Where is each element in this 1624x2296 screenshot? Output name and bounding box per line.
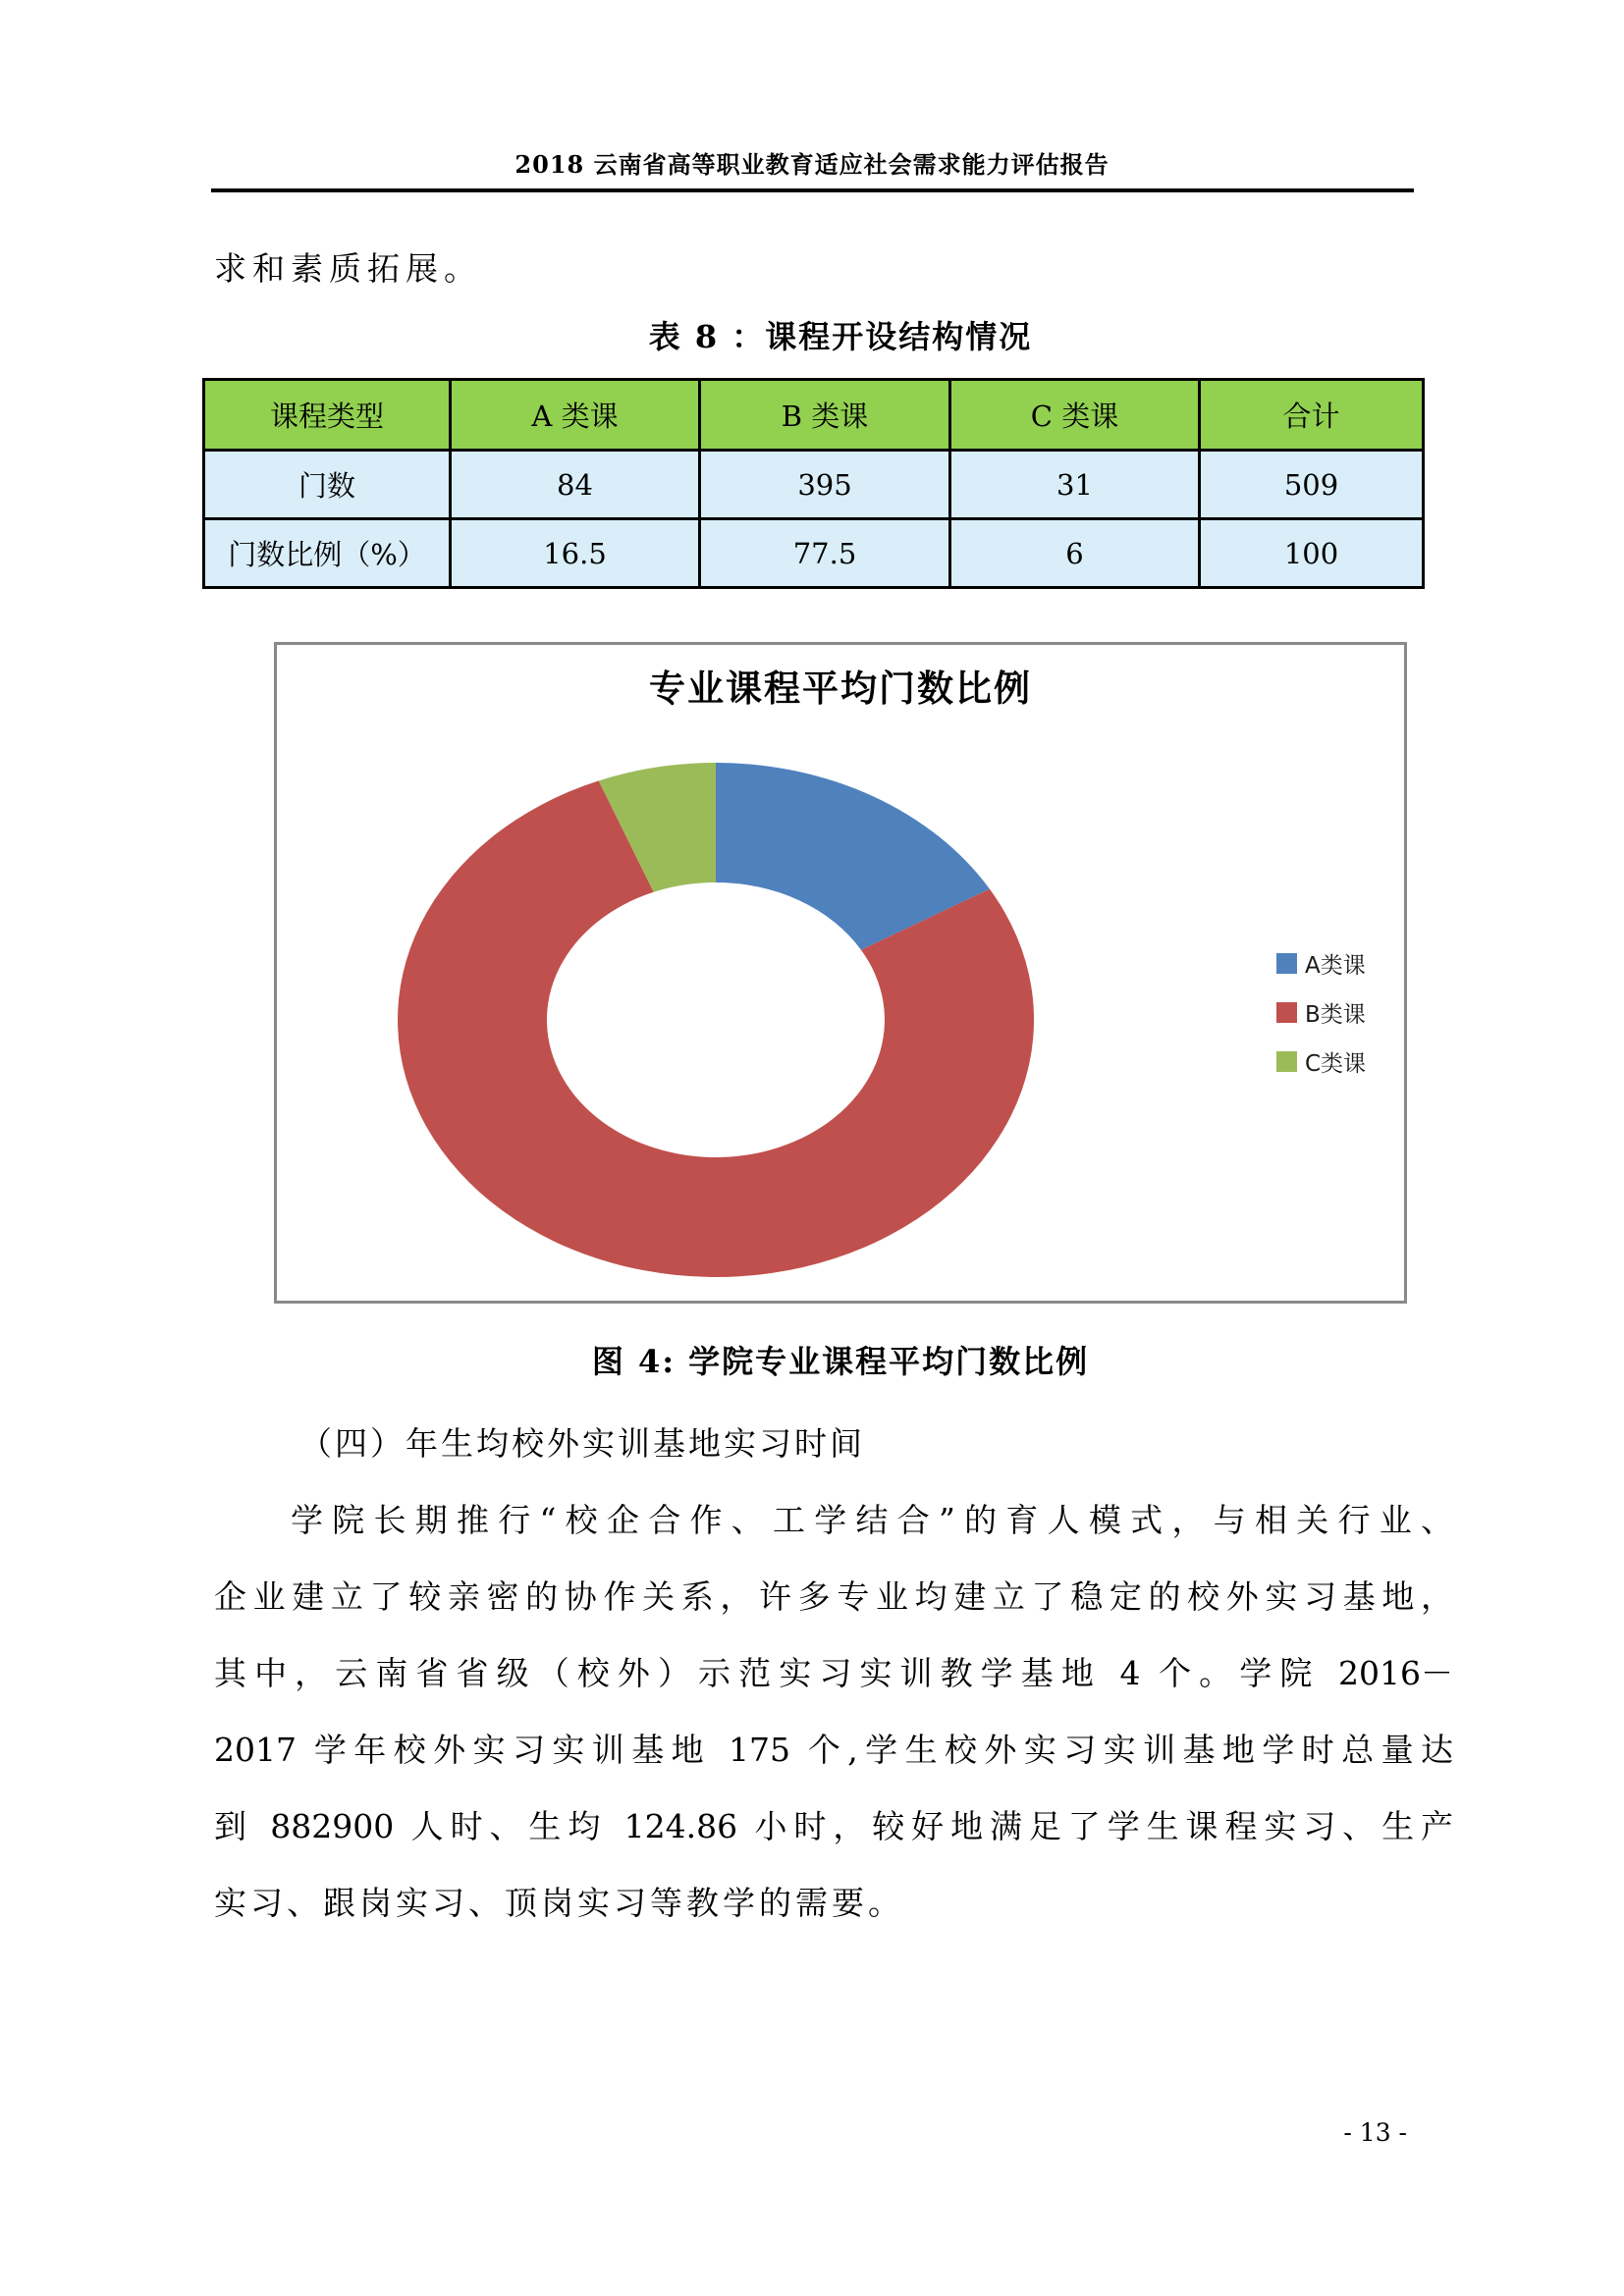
col-header-b-class: B 类课: [700, 380, 950, 451]
cell-count-c: 31: [950, 451, 1200, 519]
legend-swatch-a-icon: [1276, 953, 1297, 974]
col-header-total: 合计: [1200, 380, 1424, 451]
legend-item-b: [1276, 998, 1366, 1026]
cell-count-total: 509: [1200, 451, 1424, 519]
col-header-c-class: C 类课: [950, 380, 1200, 451]
cell-ratio-b: 77.5: [700, 519, 950, 588]
col-header-a-class: A 类课: [451, 380, 700, 451]
legend-swatch-c-icon: [1276, 1051, 1297, 1072]
paragraph-line: 企业建立了较亲密的协作关系，许多专业均建立了稳定的校外实习基地，: [214, 1577, 1453, 1616]
legend-label-b: B类课: [1305, 1001, 1366, 1028]
chart-title: 专业课程平均门数比例: [649, 667, 1032, 710]
row-label-count: 门数: [204, 451, 451, 519]
legend-swatch-b-icon: [1276, 1002, 1297, 1023]
chart-legend: [1276, 949, 1366, 1096]
donut-chart-svg: [277, 645, 1404, 1301]
section-heading: （四）年生均校外实训基地实习时间: [299, 1424, 865, 1463]
cell-count-a: 84: [451, 451, 700, 519]
table-row: [204, 451, 1424, 519]
body-paragraphs: [214, 1406, 1453, 1942]
legend-item-c: [1276, 1047, 1366, 1075]
pie-chart-frame: [274, 642, 1407, 1304]
paragraph-line: 到 882900 人时、生均 124.86 小时，较好地满足了学生课程实习、生产: [214, 1807, 1453, 1845]
row-label-ratio: 门数比例（%）: [204, 519, 451, 588]
cell-ratio-total: 100: [1200, 519, 1424, 588]
document-header-title: 2018 云南省高等职业教育适应社会需求能力评估报告: [514, 150, 1110, 179]
header-divider-rule: [211, 188, 1414, 192]
paragraph-line: 学院长期推行“校企合作、工学结合”的育人模式，与相关行业、: [291, 1501, 1453, 1539]
figure-caption: 图 4: 学院专业课程平均门数比例: [591, 1343, 1090, 1380]
table-row: [204, 519, 1424, 588]
cell-ratio-a: 16.5: [451, 519, 700, 588]
paragraph-line: 实习、跟岗实习、顶岗实习等教学的需要。: [214, 1884, 904, 1922]
col-header-course-type: 课程类型: [204, 380, 451, 451]
legend-label-c: C类课: [1305, 1050, 1367, 1077]
paragraph-line: 其中，云南省省级（校外）示范实习实训教学基地 4 个。学院 2016－: [214, 1654, 1453, 1692]
table-title: 表 8 ：课程开设结构情况: [648, 318, 1033, 355]
table-header-row: [204, 380, 1424, 451]
paragraph-line: 2017 学年校外实习实训基地 175 个,学生校外实习实训基地学时总量达: [214, 1731, 1453, 1769]
course-structure-table: [202, 378, 1425, 589]
legend-item-a: [1276, 949, 1366, 977]
intro-paragraph: 求和素质拓展。: [214, 249, 482, 288]
cell-ratio-c: 6: [950, 519, 1200, 588]
legend-label-a: A类课: [1305, 952, 1366, 979]
page-number: - 13 -: [1343, 2118, 1407, 2147]
cell-count-b: 395: [700, 451, 950, 519]
